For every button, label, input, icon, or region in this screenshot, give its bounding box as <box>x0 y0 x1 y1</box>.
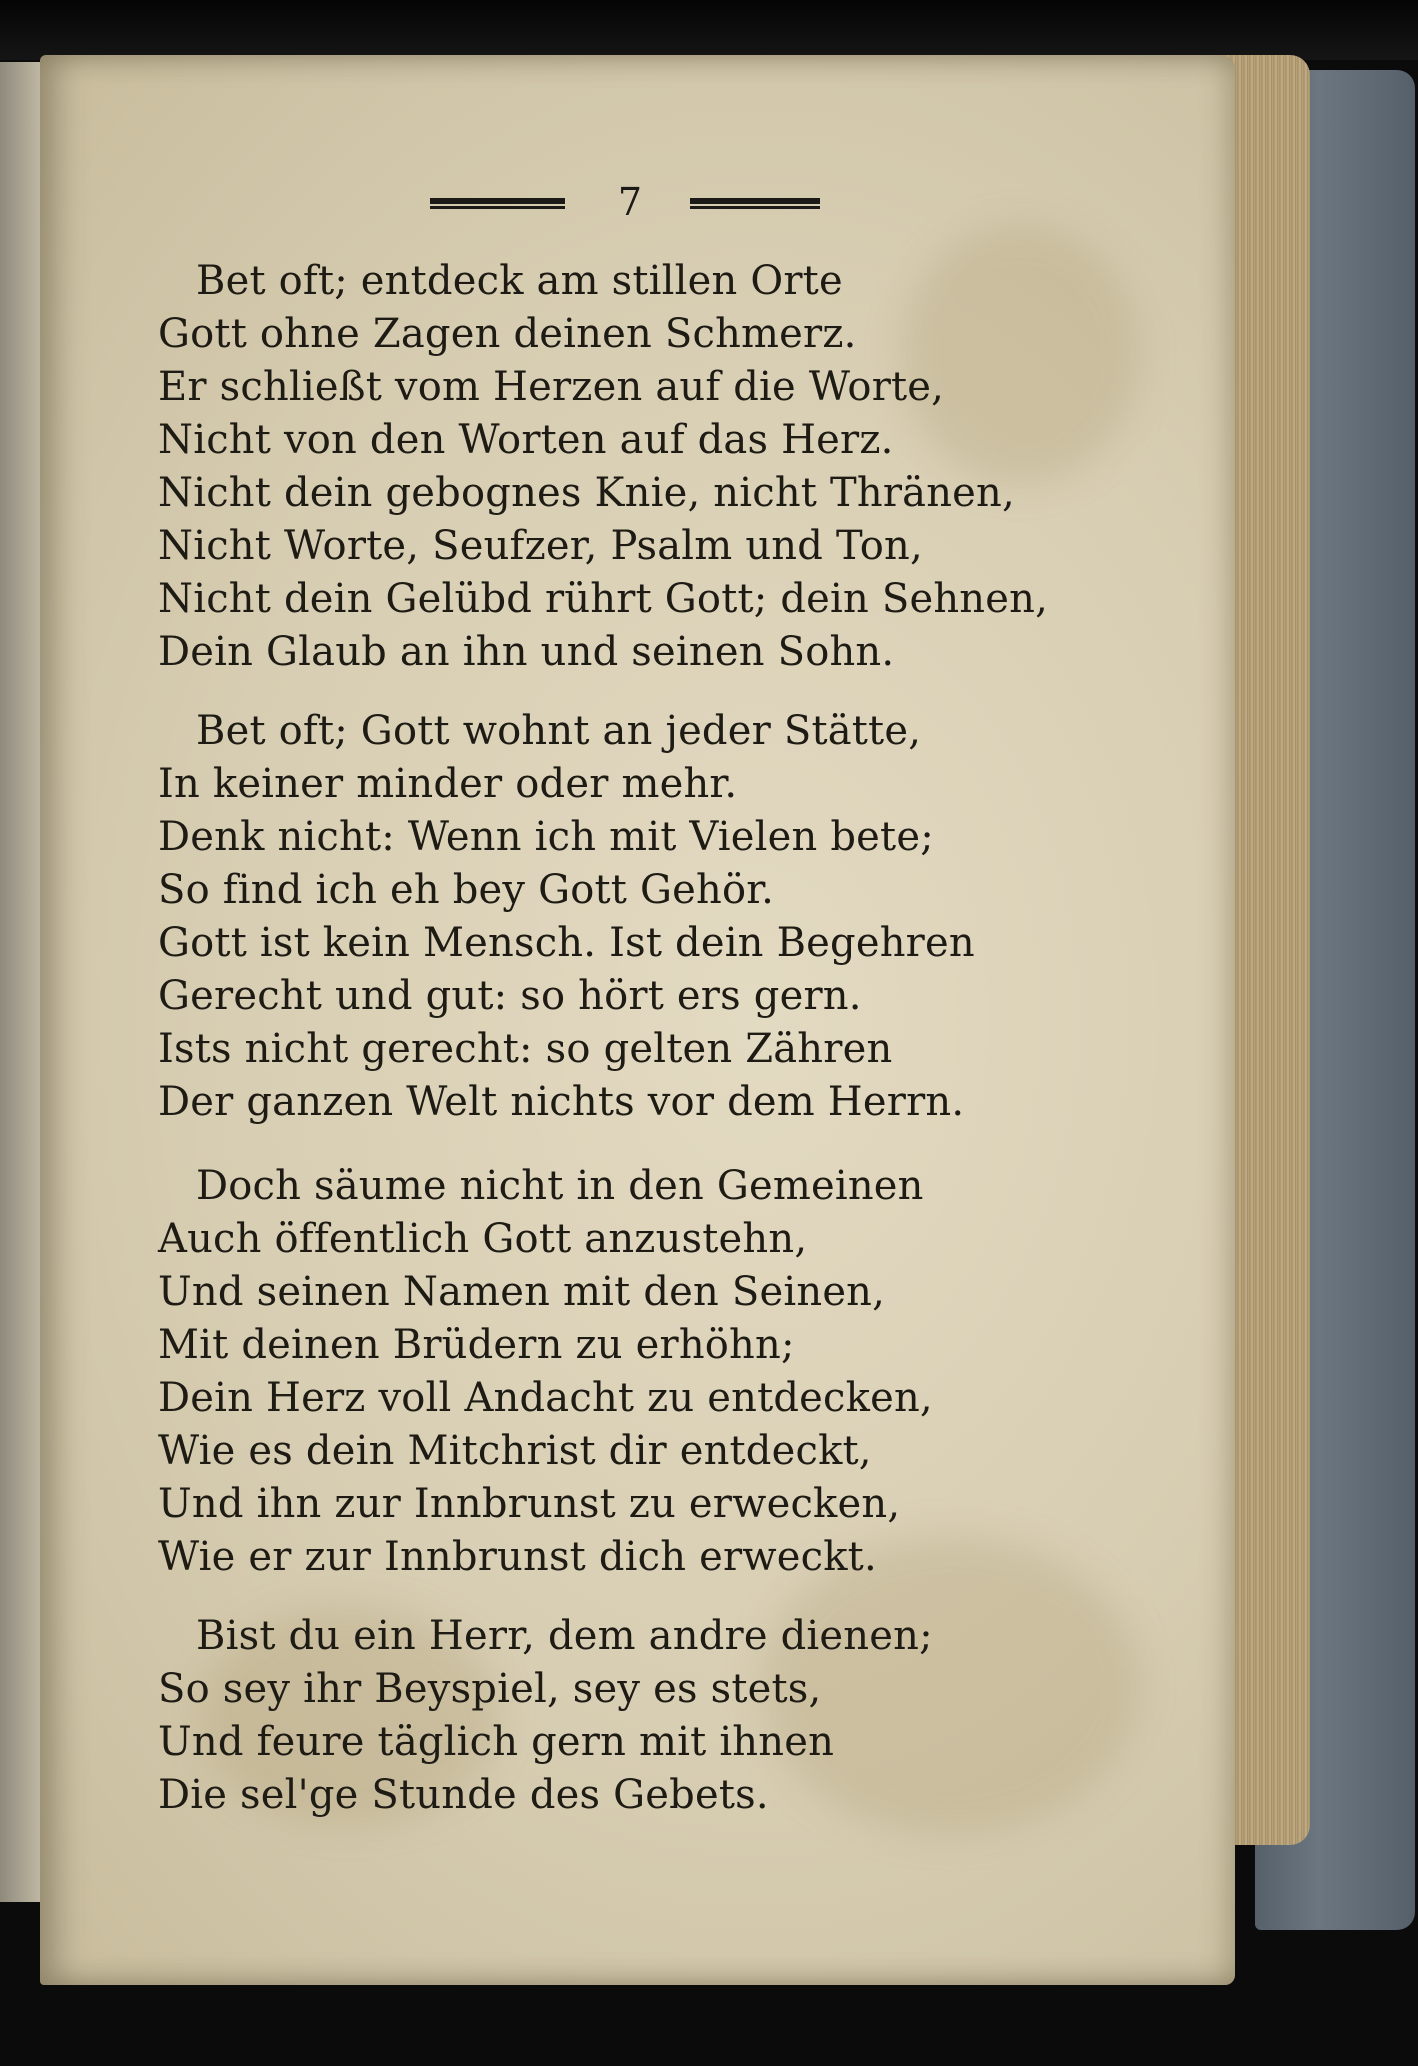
poem-line: In keiner minder oder mehr. <box>158 761 738 807</box>
poem-line: Gott ist kein Mensch. Ist dein Begehren <box>158 920 975 966</box>
poem-line: Er schließt vom Herzen auf die Worte, <box>158 364 945 410</box>
poem-line: Bist du ein Herr, dem andre dienen; <box>196 1613 933 1659</box>
poem-line: Mit deinen Brüdern zu erhöhn; <box>158 1322 795 1368</box>
poem-line: Nicht dein Gelübd rührt Gott; dein Sehnen, <box>158 576 1049 622</box>
poem-line: Bet oft; Gott wohnt an jeder Stätte, <box>196 708 922 754</box>
poem-line: Und seinen Namen mit den Seinen, <box>158 1269 886 1315</box>
stanza-3 <box>158 1160 1158 1584</box>
poem-line: Gott ohne Zagen deinen Schmerz. <box>158 311 857 357</box>
poem-line: Auch öffentlich Gott anzustehn, <box>158 1216 808 1262</box>
poem-line: Nicht Worte, Seufzer, Psalm und Ton, <box>158 523 923 569</box>
header-rule-left <box>430 198 565 210</box>
stanza-1 <box>158 255 1158 679</box>
poem-line: Wie er zur Innbrunst dich erweckt. <box>158 1534 877 1580</box>
page-number: 7 <box>617 180 643 224</box>
poem-line: Ists nicht gerecht: so gelten Zähren <box>158 1026 893 1072</box>
poem-line: Nicht von den Worten auf das Herz. <box>158 417 894 463</box>
stanza-4 <box>158 1610 1158 1822</box>
header-rule-right <box>690 198 820 210</box>
stanza-2 <box>158 705 1158 1129</box>
book-cover-top <box>0 0 1418 60</box>
poem-line: Und feure täglich gern mit ihnen <box>158 1719 835 1765</box>
poem-line: Der ganzen Welt nichts vor dem Herrn. <box>158 1079 965 1125</box>
poem-line: Nicht dein gebognes Knie, nicht Thränen, <box>158 470 1015 516</box>
poem-line: Wie es dein Mitchrist dir entdeckt, <box>158 1428 872 1474</box>
poem-line: Und ihn zur Innbrunst zu erwecken, <box>158 1481 901 1527</box>
poem-line: Gerecht und gut: so hört ers gern. <box>158 973 862 1019</box>
page-header <box>420 180 820 230</box>
poem-line: Die sel'ge Stunde des Gebets. <box>158 1772 769 1818</box>
poem-line: So find ich eh bey Gott Gehör. <box>158 867 775 913</box>
poem-line: Dein Glaub an ihn und seinen Sohn. <box>158 629 895 675</box>
poem-line: Bet oft; entdeck am stillen Orte <box>196 258 843 304</box>
poem-line: Doch säume nicht in den Gemeinen <box>196 1163 924 1209</box>
poem-line: Dein Herz voll Andacht zu entdecken, <box>158 1375 933 1421</box>
poem-line: So sey ihr Beyspiel, sey es stets, <box>158 1666 822 1712</box>
poem-line: Denk nicht: Wenn ich mit Vielen bete; <box>158 814 934 860</box>
